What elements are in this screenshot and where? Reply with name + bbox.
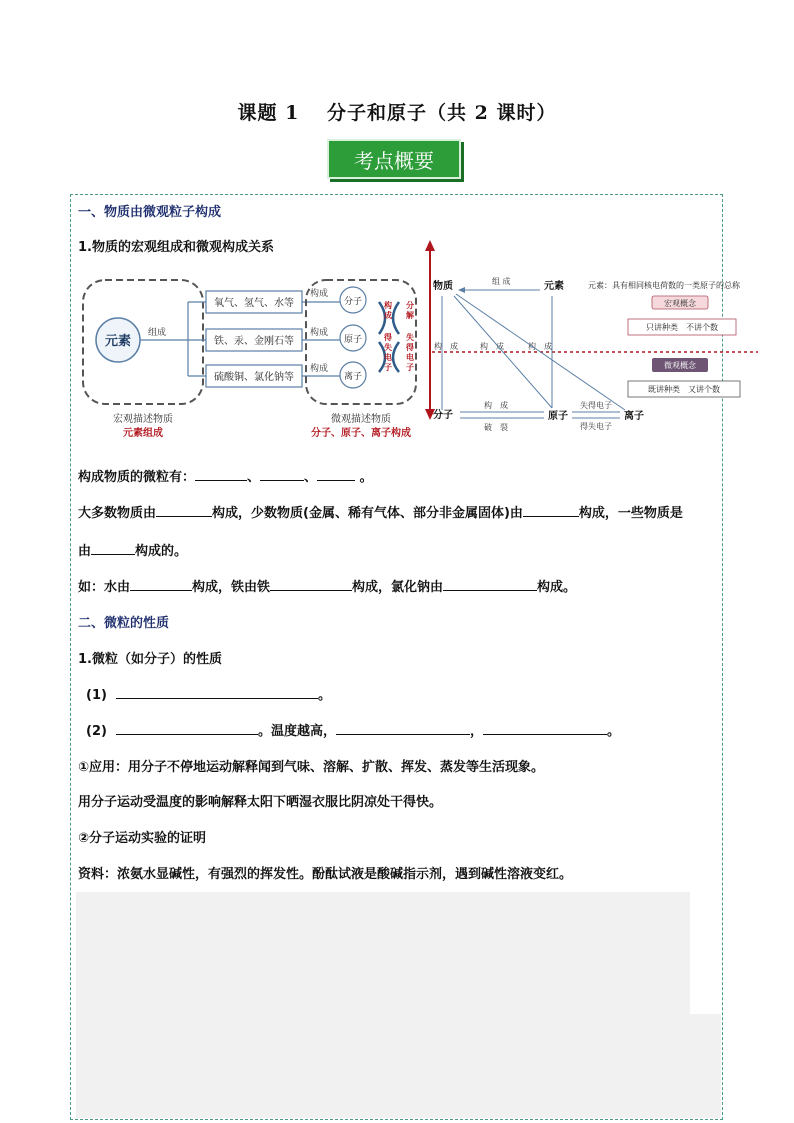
composition-question: 大多数物质由 构成，少数物质(金属、稀有气体、部分非金属固体)由 构成，一些物质是 [78, 502, 683, 521]
form-label: 构成 [310, 328, 329, 338]
red-vertical-label: 失得电子 [406, 333, 414, 372]
matter-label: 物质 [433, 281, 453, 292]
caption-red: 分子、原子、离子构成 [311, 428, 411, 439]
form-label: 构 成 [484, 401, 508, 410]
caption-red: 元素组成 [123, 428, 163, 439]
form-label: 构成 [310, 364, 329, 374]
lose-gain-label: 失得电子 [580, 401, 612, 410]
image-placeholder-edge [690, 892, 721, 1014]
particle-label: 离子 [343, 372, 363, 382]
section-badge: 考点概要 [327, 139, 461, 179]
element-definition: 元素：具有相同核电荷数的一类原子的总称 [588, 281, 740, 290]
macro-tag-label: 宏观概念 [664, 299, 696, 308]
experiment-heading: ②分子运动实验的证明 [78, 831, 207, 846]
property-2: (2) 。温度越高， ， 。 [86, 720, 620, 739]
application-2: 用分子运动受温度的影响解释太阳下晒湿衣服比阴凉处干得快。 [78, 795, 443, 810]
substance-label: 铁、汞、金刚石等 [214, 336, 294, 347]
element-label: 元素 [544, 281, 564, 292]
compose-label: 组成 [148, 328, 167, 338]
element-label: 元素 [104, 334, 132, 349]
molecule-label: 分子 [433, 410, 453, 421]
info-text: 资料：浓氨水显碱性，有强烈的挥发性。酚酞试液是酸碱指示剂，遇到碱性溶液变红。 [78, 867, 573, 882]
form-label: 构 成 [480, 342, 504, 351]
atom-label: 原子 [548, 411, 568, 422]
break-label: 破 裂 [484, 423, 508, 432]
compose-label: 组 成 [492, 277, 511, 286]
page-title: 课题 1 分子和原子（共 2 课时） [237, 102, 557, 124]
composition-question-cont: 由 构成的。 [78, 540, 187, 559]
caption: 宏观描述物质 [113, 414, 173, 425]
red-vertical-label: 构成 [384, 301, 392, 320]
concept-diagram [420, 238, 760, 438]
particle-label: 原子 [343, 335, 363, 345]
examples-question: 如：水由 构成，铁由铁 构成，氯化钠由 构成。 [78, 576, 576, 595]
subheading: 1.物质的宏观组成和微观构成关系 [78, 240, 274, 255]
macro-note: 只讲种类 不讲个数 [646, 323, 718, 332]
gain-lose-label: 得失电子 [580, 422, 612, 431]
form-label: 构 成 [434, 342, 458, 351]
form-label: 构成 [310, 289, 329, 299]
curve-arrow [393, 342, 399, 372]
micro-tag-label: 微观概念 [664, 361, 696, 370]
substance-label: 氧气、氢气、水等 [214, 298, 294, 309]
caption: 微观描述物质 [331, 414, 391, 425]
particle-label: 分子 [343, 297, 363, 307]
section-heading: 二、微粒的性质 [78, 616, 170, 631]
form-label: 构 成 [528, 342, 552, 351]
ion-label: 离子 [624, 411, 644, 422]
curve-arrow [393, 302, 399, 334]
particles-question: 构成物质的微粒有： 、 、 。 [78, 466, 373, 485]
micro-note: 既讲种类 又讲个数 [648, 385, 720, 394]
application-1: ①应用：用分子不停地运动解释闻到气味、溶解、扩散、挥发、蒸发等生活现象。 [78, 760, 545, 775]
substance-label: 硫酸铜、氯化钠等 [214, 372, 294, 383]
section-heading: 一、物质由微观粒子构成 [78, 205, 222, 220]
property-1: (1) 。 [86, 684, 331, 703]
subheading: 1.微粒（如分子）的性质 [78, 652, 222, 667]
red-vertical-label: 得失电子 [384, 333, 392, 372]
macro-micro-diagram [78, 262, 428, 442]
red-vertical-label: 分解 [406, 301, 414, 320]
image-placeholder [76, 892, 721, 1118]
